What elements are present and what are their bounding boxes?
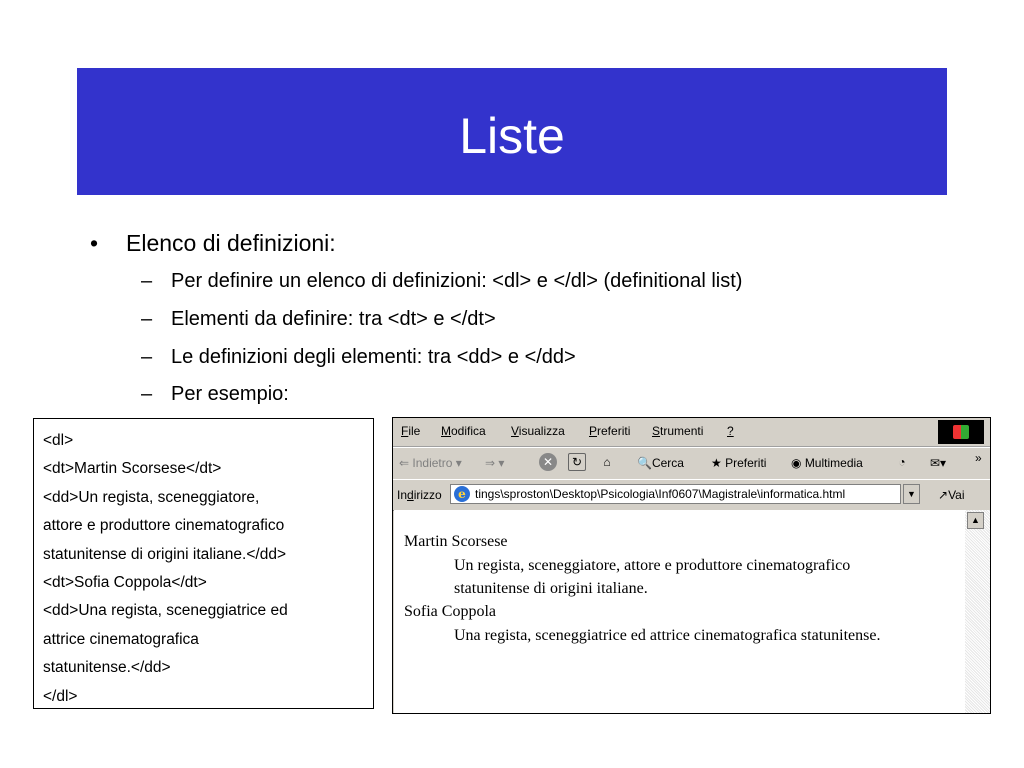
menu-strumenti[interactable]: Strumenti <box>652 424 704 438</box>
back-arrow-icon: ⇐ <box>399 456 413 470</box>
windows-logo-icon <box>938 420 984 444</box>
code-line: attrice cinematografica <box>43 630 199 648</box>
code-line: <dt>Martin Scorsese</dt> <box>43 460 222 478</box>
address-input[interactable] <box>450 484 901 504</box>
code-line: statunitense di origini italiane.</dd> <box>43 545 286 563</box>
dl-term: Martin Scorsese <box>404 533 508 550</box>
sub-bullet-text: Le definizioni degli elementi: tra <dd> e </dd> <box>171 346 576 368</box>
go-arrow-icon: ↗ <box>938 488 949 502</box>
dl-definition: statunitense di origini italiane. <box>454 580 648 597</box>
html-code-box <box>33 418 374 709</box>
dl-definition: Una regista, sceneggiatrice ed attrice cinematografica statunitense. <box>454 627 881 644</box>
history-icon[interactable]: ◔ <box>898 455 906 469</box>
bullet-mark: • <box>90 230 99 256</box>
vertical-scrollbar[interactable] <box>965 510 990 713</box>
dl-definition: Un regista, sceneggiatore, attore e produttore cinematografico <box>454 557 851 574</box>
mail-button[interactable] <box>930 456 946 470</box>
sub-bullet-text: Per definire un elenco di definizioni: <dl> e </dl> (definitional list) <box>171 270 743 292</box>
favorites-icon: ★ <box>711 456 726 470</box>
dash-mark: – <box>141 270 153 292</box>
bullet-level1 <box>90 230 336 257</box>
menu-visualizza[interactable]: Visualizza <box>511 424 565 438</box>
dash-mark: – <box>141 383 153 405</box>
refresh-icon[interactable]: ↻ <box>568 453 586 471</box>
search-icon: 🔍 <box>637 456 652 470</box>
favorites-button[interactable]: ★ Preferiti <box>711 456 767 470</box>
dash-mark: – <box>141 346 153 368</box>
address-value: tings\sproston\Desktop\Psicologia\Inf0607\Magistrale\informatica.html <box>475 487 846 501</box>
media-icon: ◉ <box>791 456 805 470</box>
address-dropdown-icon[interactable]: ▼ <box>903 484 920 504</box>
menu-preferiti[interactable]: Preferiti <box>589 424 631 438</box>
code-line: <dd>Un regista, sceneggiatore, <box>43 488 260 506</box>
sub-bullet <box>141 346 576 369</box>
menu-file[interactable]: File <box>401 424 421 438</box>
forward-button[interactable] <box>485 456 504 470</box>
slide-title: Liste <box>459 107 565 164</box>
dl-term: Sofia Coppola <box>404 603 496 620</box>
address-bar <box>393 479 990 511</box>
bullet-text: Elenco di definizioni: <box>126 230 336 256</box>
code-line: <dt>Sofia Coppola</dt> <box>43 574 207 592</box>
code-line: </dl> <box>43 687 78 705</box>
code-line: <dl> <box>43 432 74 449</box>
back-button[interactable]: ⇐ Indietro ▾ <box>399 456 462 470</box>
code-line: <dd>Una regista, sceneggiatrice ed <box>43 602 288 620</box>
search-button[interactable]: 🔍Cerca <box>637 456 684 470</box>
forward-arrow-icon: ⇒ ▾ <box>485 456 505 470</box>
code-line: attore e produttore cinematografico <box>43 517 285 535</box>
menu-bar <box>393 418 990 447</box>
dash-mark: – <box>141 308 153 330</box>
address-label: Indirizzo <box>397 488 442 502</box>
stop-icon[interactable]: ✕ <box>539 453 557 471</box>
menu-help[interactable]: ? <box>727 424 734 438</box>
go-button[interactable]: ↗Vai <box>938 488 965 502</box>
browser-window <box>392 417 991 714</box>
toolbar <box>393 447 990 480</box>
sub-bullet <box>141 383 289 406</box>
page-viewport <box>394 510 965 713</box>
mail-icon: ✉▾ <box>930 456 947 470</box>
slide-title-bar <box>77 68 947 195</box>
menu-modifica[interactable]: Modifica <box>441 424 486 438</box>
sub-bullet <box>141 270 742 293</box>
toolbar-overflow-icon[interactable]: » <box>975 451 982 465</box>
media-button[interactable]: ◉ Multimedia <box>791 456 863 470</box>
sub-bullet <box>141 308 496 331</box>
sub-bullet-text: Elementi da definire: tra <dt> e </dt> <box>171 308 496 330</box>
sub-bullet-text: Per esempio: <box>171 383 289 405</box>
scroll-up-icon[interactable]: ▲ <box>967 512 984 529</box>
ie-page-icon: e <box>454 486 470 502</box>
code-line: statunitense.</dd> <box>43 659 171 677</box>
home-icon[interactable]: ⌂ <box>603 455 611 469</box>
